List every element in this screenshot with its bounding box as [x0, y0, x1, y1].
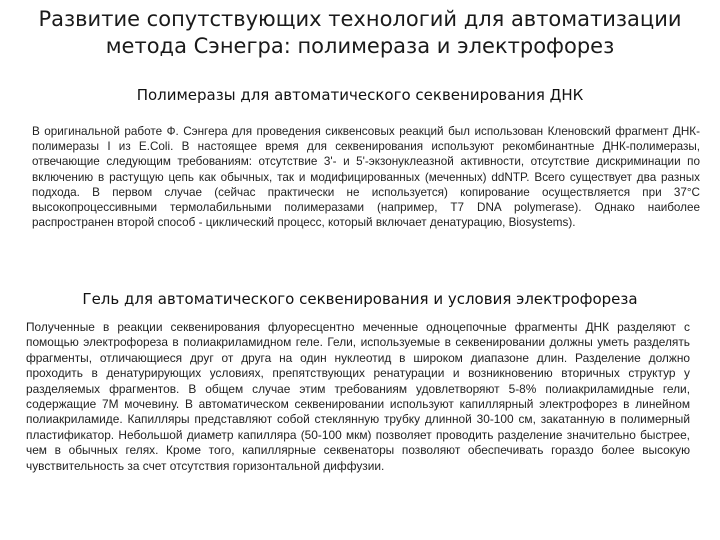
- paragraph-electrophoresis: Полученные в реакции секвенирования флуоресцентно меченные одноцепочные фрагменты ДНК разделяют с помощью электрофореза в полиакриламидном геле. Гели, используемые в секвенировании должны уметь разделять фрагменты, отличающиеся друг от друга на один нуклеотид в широком диапазоне длин. Разделение должно проходить в денатурирующих условиях, препятствующих ренатурации и возникновению вторичных структур у разделяемых фрагментов. В общем случае этим требованиям удовлетворяют 5-8% полиакриламидные гели, содержащие 7М мочевину. В автоматическом секвенировании используют капиллярный электрофорез в линейном полиакриламиде. Капилляры представляют собой стеклянную трубку длинной 30-100 см, закатанную в полимерный пластификатор. Небольшой диаметр капилляра (50-100 мкм) позволяет проводить разделение значительно быстрее, чем в обычных гелях. Кроме того, капиллярные секвенаторы позволяют обеспечивать гораздо более высокую чувствительность за счет отсутствия горизонтальной диффузии.: [26, 320, 690, 473]
- section-heading-electrophoresis: Гель для автоматического секвенирования и условия электрофореза: [82, 290, 638, 308]
- paragraph-polymerases: В оригинальной работе Ф. Сэнгера для проведения сиквенсовых реакций был использован Кленовский фрагмент ДНК-полимеразы I из E.Coli. В настоящее время для секвенирования используют рекомбинантные ДНК-полимеразы, отвечающие следующим требованиям: отсутствие 3'- и 5'-экзонуклеазной активности, отсутствие дискриминации по включению в растущую цепь как обычных, так и модифицированных (меченных) ddNTP. Всего существует два разных подхода. В первом случае (сейчас практически не используется) копирование осуществляется при 37°C высокопроцессивными термолабильными полимеразами (например, T7 DNA polymerase). Однако наиболее распространен второй способ - циклический процесс, который включает денатурацию, Biosystems).: [32, 125, 700, 230]
- section-heading-polymerases: Полимеразы для автоматического секвенирования ДНК: [136, 86, 584, 104]
- slide-title: Развитие сопутствующих технологий для автоматизации метода Сэнегра: полимераза и электрофорез: [38, 7, 682, 58]
